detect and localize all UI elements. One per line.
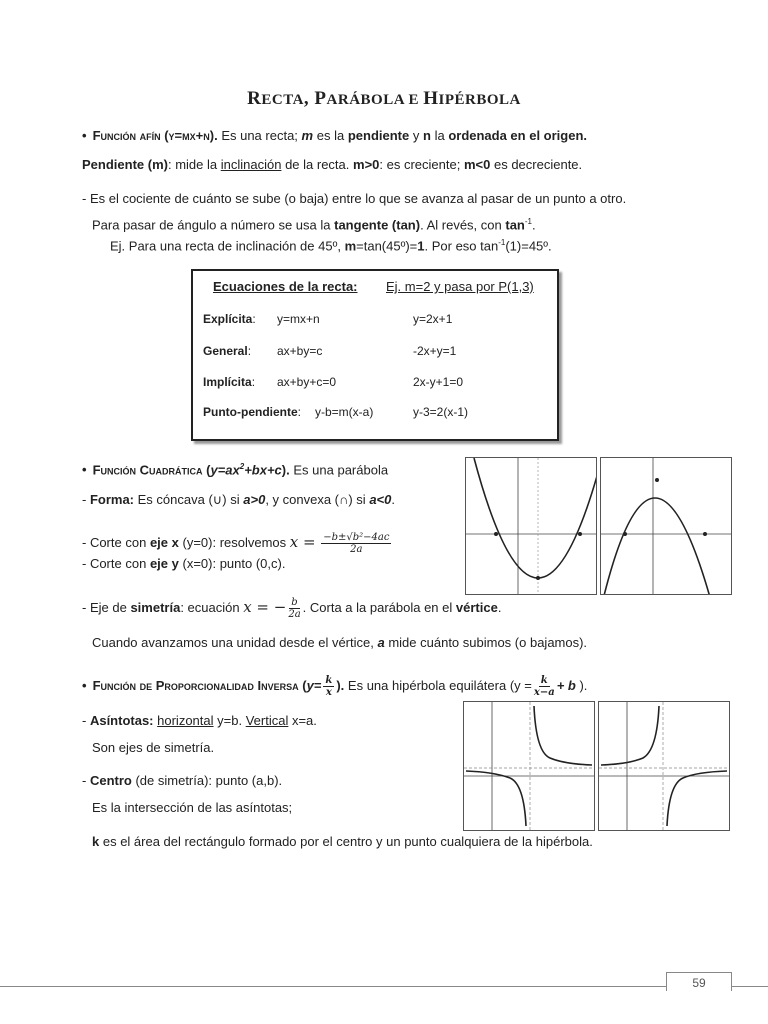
afin-tangente: Para pasar de ángulo a número se usa la tangente (tan). Al revés, con $\tan^{-1}$. [92,217,536,233]
inversa-area-k: k es el área del rectángulo formado por el centro y un punto cualquiera de la hipérbola. [92,834,593,849]
page-number: 59 [666,972,732,991]
cuadratica-forma: - Forma: Es cóncava (∪) si a>0, y convexa (∩) si a<0. [82,492,395,507]
page-title: RECTA, PARÁBOLA E HIPÉRBOLA [247,88,521,109]
formula-general: ax+by=c [277,344,323,358]
hiperbola-k-negativo-graph [598,701,730,831]
formula-punto-pendiente: y-b=m(x-a) [315,405,374,419]
inversa-heading: • Función de Proporcionalidad Inversa (y= $\frac{k}{x}$ ). Es una hipérbola equilátera (y = $\frac{k}{x-a}$ + b ). [82,675,588,698]
ecuaciones-header: Ecuaciones de la recta: [213,279,358,294]
ecuaciones-recta-box [191,269,559,441]
inversa-interseccion: Es la intersección de las asíntotas; [92,800,293,815]
footer-divider [0,986,768,987]
cuadratica-corte-x: - Corte con eje x (y=0): resolvemos x = $\frac{\text{−b±√b²−4ac}}{2a}$ [82,532,390,555]
afin-ejemplo: Ej. Para una recta de inclinación de 45º, m=tan(45º)=1. Por eso $\tan^{-1}(1)=45º$. [110,238,552,254]
ecuaciones-example-header: Ej. m=2 y pasa por P(1,3) [386,279,534,294]
row-general: General: [203,344,252,358]
hiperbola-k-positivo-graph [463,701,595,831]
example-general: -2x+y=1 [413,344,457,358]
example-explicita: y=2x+1 [413,312,453,326]
row-implicita: Implícita: [203,375,256,389]
afin-pendiente: Pendiente (m): mide la inclinación de la recta. m>0: es creciente; m<0 es decreciente. [82,157,583,172]
cuadratica-heading: • Función Cuadrática $(y=ax^2+bx+c)$. Es una parábola [82,462,389,478]
inversa-ejes-simetria: Son ejes de simetría. [92,740,215,755]
parabola-concava-graph [465,457,597,595]
inversa-centro: - Centro (de simetría): punto (a,b). [82,773,283,788]
afin-heading: • Función afín (y=mx+n). Es una recta; m es la pendiente y n la ordenada en el origen. [82,128,588,143]
cuadratica-corte-y: - Corte con eje y (x=0): punto (0,c). [82,556,286,571]
cuadratica-vertice: Cuando avanzamos una unidad desde el vértice, a mide cuánto subimos (o bajamos). [92,635,588,650]
formula-explicita: y=mx+n [277,312,320,326]
formula-implicita: ax+by+c=0 [277,375,337,389]
row-explicita: Explícita: [203,312,256,326]
example-implicita: 2x-y+1=0 [413,375,464,389]
parabola-convexa-graph [600,457,732,595]
example-punto-pendiente: y-3=2(x-1) [413,405,469,419]
row-punto-pendiente: Punto-pendiente: [203,405,302,419]
inversa-asintotas: - Asíntotas: horizontal y=b. Vertical x=a. [82,713,317,728]
cuadratica-eje-simetria: - Eje de simetría: ecuación x = − $\frac{b}{2a}$ . Corta a la parábola en el vértice. [82,597,502,620]
afin-cociente: - Es el cociente de cuánto se sube (o baja) entre lo que se avanza al pasar de un punto a otro. [82,191,627,206]
